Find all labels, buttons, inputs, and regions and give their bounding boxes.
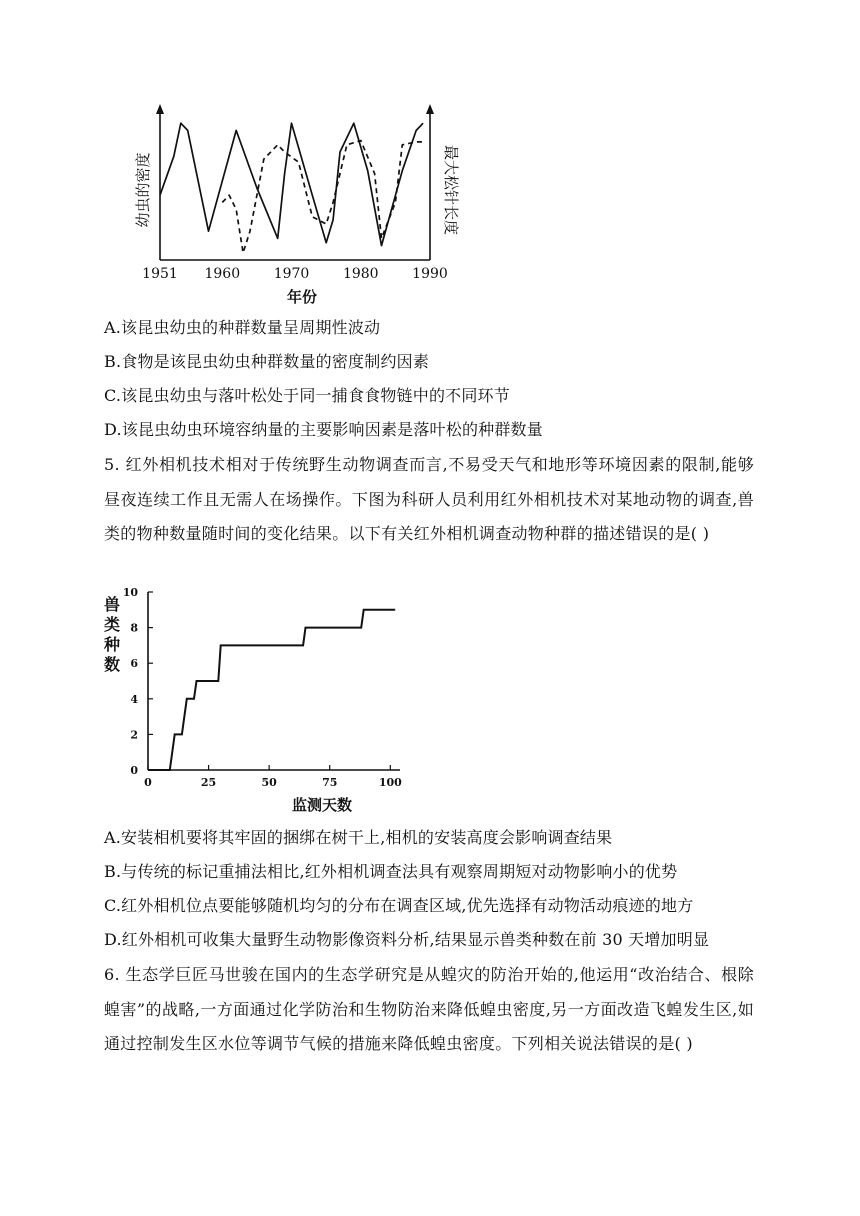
needle-length-line — [222, 141, 423, 253]
x-tick-label-1: 1960 — [204, 266, 241, 282]
species-count-step-line — [148, 610, 395, 770]
y-right-axis-arrow — [426, 104, 434, 114]
x-tick-label-0: 0 — [144, 776, 152, 789]
y-left-axis-arrow — [156, 104, 164, 114]
q4-option-a: A.该昆虫幼虫的种群数量呈周期性波动 — [104, 318, 381, 337]
x-tick-label-2: 1970 — [273, 266, 310, 282]
y-right-label: 最大松针长度 — [442, 144, 460, 236]
x-tick-label-4: 100 — [378, 776, 402, 789]
q5-option-a: A.安装相机要将其牢固的捆绑在树干上,相机的安装高度会影响调查结果 — [104, 828, 613, 847]
q4-option-d: D.该昆虫幼虫环境容纳量的主要影响因素是落叶松的种群数量 — [104, 420, 543, 439]
figure-mammal-species — [100, 582, 420, 818]
larva-density-line — [160, 123, 423, 245]
x-tick-label-3: 1980 — [342, 266, 379, 282]
q5-option-c: C.红外相机位点要能够随机均匀的分布在调查区域,优先选择有动物活动痕迹的地方 — [104, 896, 694, 915]
q5-stem: 5. 红外相机技术相对于传统野生动物调查而言,不易受天气和地形等环境因素的限制,能够昼夜连续工作且无需人在场操作。下图为科研人员利用红外相机技术对某地动物的调查,兽类的物种数量随时间的变化结果。以下有关红外相机调查动物种群的描述错误的是( ) — [104, 455, 754, 543]
y-tick-label-3: 6 — [130, 657, 138, 671]
x-tick-label-1: 25 — [200, 776, 217, 789]
q6-stem: 6. 生态学巨匠马世骏在国内的生态学研究是从蝗灾的防治开始的,他运用“改治结合、根除蝗害”的战略,一方面通过化学防治和生物防治来降低蝗虫密度,另一方面改造飞蝗发生区,如通过控制发生区水位等调节气候的措施来降低蝗虫密度。下列相关说法错误的是( ) — [104, 965, 754, 1053]
q4-option-c: C.该昆虫幼虫与落叶松处于同一捕食食物链中的不同环节 — [104, 386, 510, 405]
larva-density-chart — [120, 100, 470, 310]
y-tick-label-1: 2 — [130, 728, 138, 742]
q5-option-d: D.红外相机可收集大量野生动物影像资料分析,结果显示兽类种数在前 30 天增加明显 — [104, 930, 710, 949]
y-label-char-0: 兽 — [103, 595, 121, 614]
x-tick-label-2: 50 — [261, 776, 277, 789]
y-tick-label-5: 10 — [122, 586, 138, 599]
y-tick-label-0: 0 — [130, 764, 138, 777]
figure-larva-density — [120, 100, 470, 310]
mammal-species-chart — [100, 582, 420, 818]
y-label-char-2: 种 — [103, 635, 121, 654]
y-label-char-3: 数 — [103, 655, 121, 674]
y-tick-label-4: 8 — [130, 621, 138, 635]
x-axis-label: 监测天数 — [291, 796, 353, 814]
q5-option-b: B.与传统的标记重捕法相比,红外相机调查法具有观察周期短对动物影响小的优势 — [104, 862, 678, 881]
x-tick-label-0: 1951 — [142, 266, 178, 282]
x-tick-label-3: 75 — [322, 776, 338, 789]
x-tick-label-4: 1990 — [412, 266, 448, 282]
y-left-label: 幼虫的密度 — [134, 152, 152, 228]
x-axis-label: 年份 — [286, 288, 318, 306]
y-tick-label-2: 4 — [130, 692, 138, 706]
y-label-char-1: 类 — [103, 615, 121, 634]
q4-option-b: B.食物是该昆虫幼虫种群数量的密度制约因素 — [104, 352, 430, 371]
